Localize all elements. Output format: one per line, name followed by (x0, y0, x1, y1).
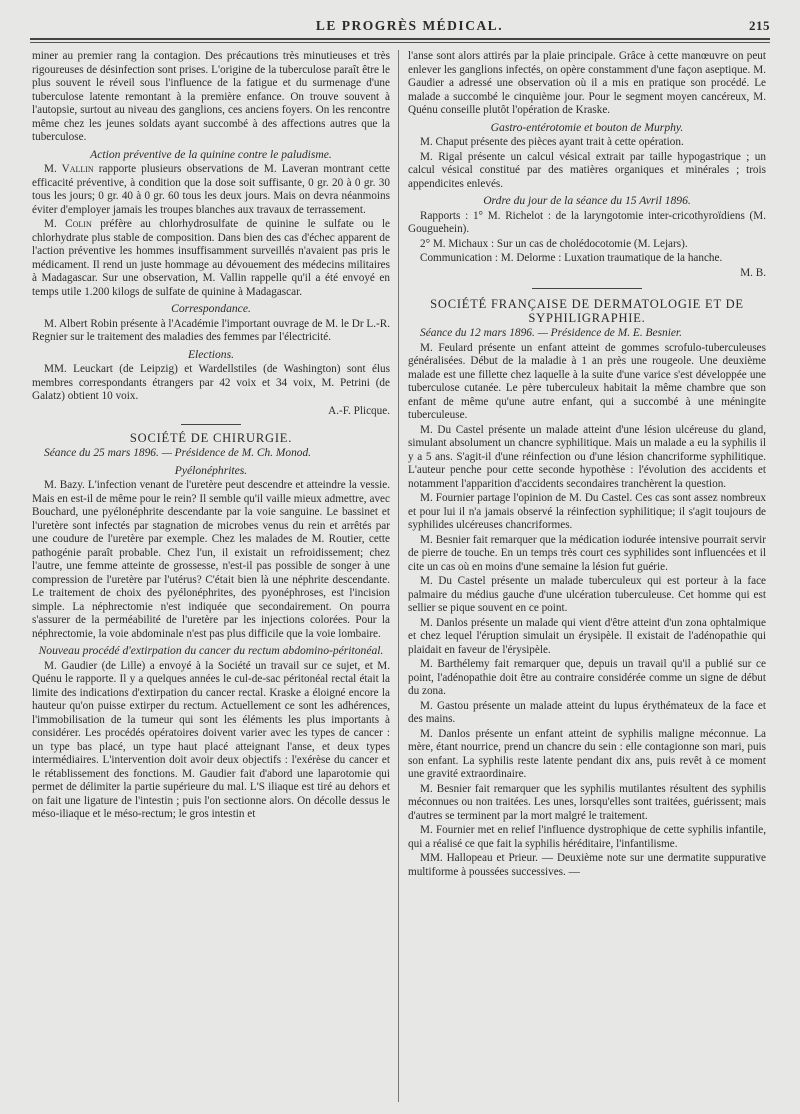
paragraph: M. Bazy. L'infection venant de l'uretère peut descendre et atteindre la vessie. Mais en est-il de même pour le rein? Il semble qu'il vaille mieux admettre, avec Bouchard, une pyélonéphrite descendante par la voie sanguine. Le bassinet et l'uretère sont infectés par stagnation de microbes venus du rein et arrêtés par une coudure de l'uretère par exemple. Chez les malades de M. Routier, cette pathogénie paraît probable. Chez l'un, il existait un refroidissement; chez l'autre, une femme atteinte de grossesse, n'est-il pas possible de songer à une compression de l'uretère par l'utérus? C'était bien là une néphrite descendante. Le traitement de choix des pyélonéphrites, des pyonéphroses, est l'incision simple. La néphrectomie n'est indiquée que secondairement. On pourra s'assurer de la perméabilité de l'uretère par les injections colorées. Pour la néphrectomie, la voie abdominale n'est pas plus difficile que la voie lombaire. (32, 479, 390, 640)
left-column (32, 50, 390, 1102)
subsection-heading: Ordre du jour de la séance du 15 Avril 1896. (483, 194, 691, 207)
paragraph: M. Colin préfère au chlorhydrosulfate de quinine le sulfate ou le chlorhydrate plus stable de composition. Dans bien des cas d'échec apparent de l'action préventive les hommes insuffisamment surveillés n'avaient pas pris le médicament. Il rend un juste hommage au dévouement des médecins militaires à Madagascar. Sur une observation, M. Vallin rappelle qu'il a été envoyé en temps utile 1.200 kilogs de sulfate de quinine à Madagascar. (32, 218, 390, 298)
paragraph: MM. Hallopeau et Prieur. — Deuxième note sur une dermatite suppurative multiforme à poussées successives. — (408, 852, 766, 878)
author-signature: A.-F. Plicque. (328, 404, 390, 417)
session-line: Séance du 25 mars 1896. — Présidence de M. Ch. Monod. (44, 447, 312, 459)
subsection-heading: Action préventive de la quinine contre le paludisme. (90, 147, 332, 161)
section-divider (532, 288, 642, 289)
paragraph: M. Fournier met en relief l'influence dystrophique de cette syphilis infantile, qui a réalisé ce que fait la syphilis héréditaire, l'infantilisme. (408, 824, 766, 850)
paragraph: M. Besnier fait remarquer que la médication iodurée intensive pourrait servir de pierre de touche. En un temps très court ces syphilides sont influencées et il cite un cas où en moins d'une semaine la lésion fut guérie. (408, 533, 766, 573)
paragraph: M. Barthélemy fait remarquer que, depuis un travail qu'il a publié sur ce point, l'adénopathie doit être au contraire considérée comme un signe de début du zona. (408, 658, 766, 697)
paragraph: M. Feulard présente un enfant atteint de gommes scrofulo-tuberculeuses généralisées. Début de la maladie à 1 an près une rougeole. Une deuxième malade est une fillette chez laquelle à la suite d'une varice s'est développée une tuberculose cutanée. Le père tuberculeux habitait la même chambre que son enfant de même qu'une autre enfant, qui a succombé à une méningite tuberculeuse. (408, 341, 766, 421)
subsection-heading: Gastro-entérotomie et bouton de Murphy. (490, 120, 684, 134)
author-signature: M. B. (740, 266, 766, 279)
paragraph: M. Du Castel présente un malade atteint d'une lésion ulcéreuse du gland, simulant absolument un chancre syphilitique. Mais un malade a eu la syphilis il y a 5 ans. S'agit-il d'une réinfection ou d'une lésion chancriforme syphilitique. L'auteur penche pour cette seconde hypothèse : l'évolution des accidents et notamment l'apparition d'accidents secondaires tranchèrent la question. (408, 423, 766, 490)
section-title: SOCIÉTÉ FRANÇAISE DE DERMATOLOGIE ET DE SYPHILIGRAPHIE. (430, 297, 744, 325)
paragraph: M. Besnier fait remarquer que les syphilis mutilantes résultent des syphilis méconnues ou non traitées. Les unes, lorsqu'elles sont traitées, guérissent; mais d'autres se terminent par la mort malgré le traitement. (408, 782, 766, 822)
paragraph: M. Albert Robin présente à l'Académie l'important ouvrage de M. le Dr L.-R. Regnier sur le traitement des maladies des femmes par l'électricité. (32, 317, 390, 343)
running-header (30, 14, 770, 38)
header-rule (30, 38, 770, 40)
section-title: SOCIÉTÉ DE CHIRURGIE. (129, 431, 293, 445)
subsection-heading: Nouveau procédé d'extirpation du cancer du rectum abdomino-péritonéal. (38, 644, 384, 657)
paragraph: M. Gaudier (de Lille) a envoyé à la Société un travail sur ce sujet, et M. Quénu le rapporte. Il y a quelques années le cul-de-sac péritonéal rectal était la limite des indications d'extirpation du cancer rectal. Kraske a éloigné encore la hauteur qu'on puisse extirper du rectum. Actuellement ce sont les adhérences, l'immobilisation de la tumeur qui sont les éléments les plus importants à considérer. Les procédés opératoires doivent varier avec les types de cancer : un type bas placé, un type haut placé atteignant l'anse, et deux types intermédiaires. L'intervention doit avoir deux objectifs : l'exérèse du cancer et le rétablissement des fonctions. M. Gaudier fait d'abord une laparotomie qui permet de délimiter la partie supérieure du mal. L'S iliaque est tiré au dehors et on fait une ligature de l'intestin ; puis l'on sectionne alors. On décolle dessus le méso-iliaque et le méso-rectum; le gros intestin et (32, 659, 390, 820)
paragraph: M. Rigal présente un calcul vésical extrait par taille hypogastrique ; un calcul vésical constitué par des matières organiques et minérales ; trois appendicites enlevés. (408, 150, 766, 190)
column-divider (398, 50, 399, 1102)
paragraph: 2° M. Michaux : Sur un cas de cholédocotomie (M. Lejars). (420, 237, 688, 250)
paragraph: M. Fournier partage l'opinion de M. Du Castel. Ces cas sont assez nombreux et pour lui il n'a jamais observé la réinfection syphilitique; il s'agit toujours de syphilides ulcéreuses chancriformes. (408, 492, 766, 531)
paragraph: Rapports : 1° M. Richelot : de la laryngotomie inter-cricothyroïdiens (M. Gouguehein). (408, 209, 766, 235)
paragraph: M. Danlos présente un enfant atteint de syphilis maligne méconnue. La mère, étant nourrice, prend un chancre du sein : elle contagionne son mari, puis son enfant. La syphilis reste latente pendant dix ans, puis revêt à ce moment une gravité extraordinaire. (408, 727, 766, 780)
paragraph: M. Du Castel présente un malade tuberculeux qui est porteur à la face palmaire du médius gauche d'une ulcération tuberculeuse. Cet homme qui est sellier se pique souvent en ce point. (408, 575, 766, 614)
header-rule-thin (30, 42, 770, 43)
paragraph: Communication : M. Delorme : Luxation traumatique de la hanche. (420, 252, 723, 264)
paragraph: M. Vallin rapporte plusieurs observations de M. Laveran montrant cette efficacité préventive, à condition que la dose soit suffisante, 0 gr. 20 à 0 gr. 30 tous les jours; 0 gr. 40 à 0 gr. 60 tous les deux jours. Mais on devra néanmoins éviter d'employer jamais les troupes blanches aux travaux de terrassement. (32, 163, 390, 216)
subsection-heading: Elections. (187, 347, 235, 361)
paragraph: miner au premier rang la contagion. Des précautions très minutieuses et très rigoureuses de désinfection sont prises. L'origine de la tuberculose paraît être le plus souvent le réveil sous l'influence de la fatigue et du surmenage d'une tuberculose latente remontant à la première enfance. On trouve souvent à l'autopsie, surtout au niveau des ganglions, ces anciens foyers. On les rencontre même chez les jeunes soldats ayant succombé à des affections autres que la tuberculose. (32, 50, 390, 143)
right-column (408, 50, 766, 1102)
subsection-heading: Pyélonéphrites. (174, 463, 248, 477)
paragraph: M. Danlos présente un malade qui vient d'être atteint d'un zona ophtalmique et chez lequel l'éruption simulait un érysipèle. Il existait de l'adénopathie qui plaidait en faveur de l'érysipèle. (408, 616, 766, 656)
paragraph: l'anse sont alors attirés par la plaie principale. Grâce à cette manœuvre on peut enlever les ganglions infectés, on opère constamment d'une façon aseptique. M. Gaudier a adressé une observation où il a mis en pratique son procédé. Le malade a succombé le cinquième jour. Pour le segment moyen cancéreux, M. Quénu conseille plutôt l'opération de Kraske. (408, 50, 766, 116)
journal-title: LE PROGRÈS MÉDICAL. (315, 18, 504, 33)
paragraph: M. Chaput présente des pièces ayant trait à cette opération. (420, 136, 684, 148)
page-number: 215 (749, 18, 770, 33)
paragraph: MM. Leuckart (de Leipzig) et Wardellstiles (de Washington) sont élus membres correspondants étrangers par 42 voix et 34 voix, M. Petrini (de Galatz) obtient 10 voix. (32, 363, 390, 402)
section-divider (181, 424, 241, 425)
session-line: Séance du 12 mars 1896. — Présidence de M. E. Besnier. (420, 327, 682, 339)
paragraph: M. Gastou présente un malade atteint du lupus érythémateux de la face et des mains. (408, 699, 766, 725)
subsection-heading: Correspondance. (171, 302, 251, 315)
